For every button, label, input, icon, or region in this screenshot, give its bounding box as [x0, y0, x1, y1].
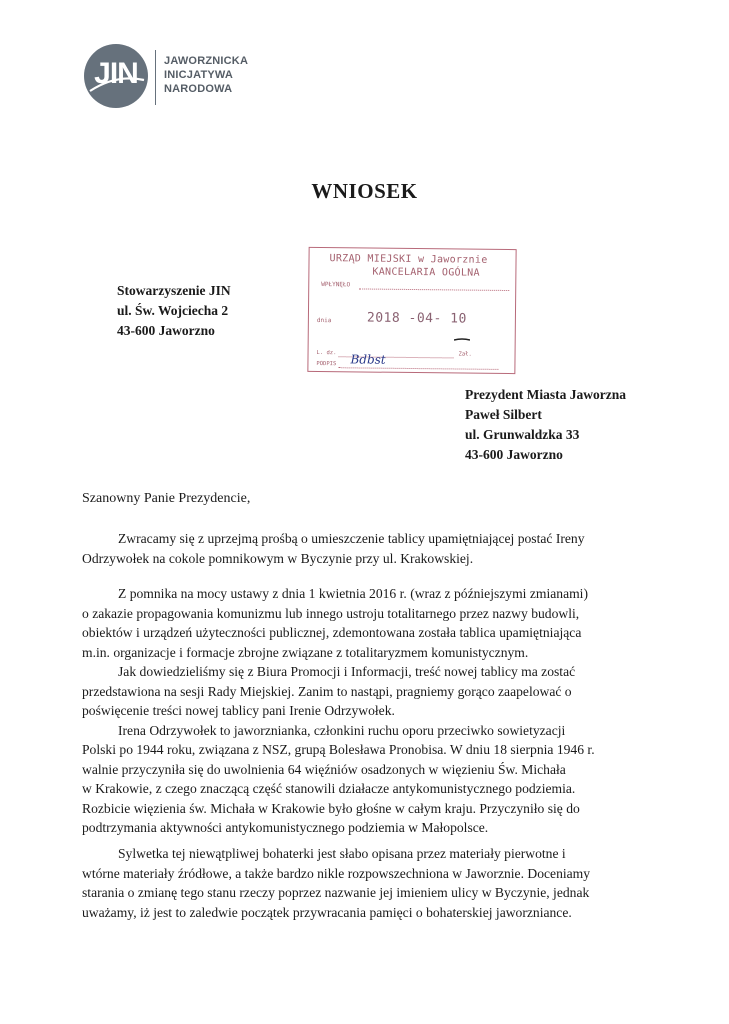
logo-wordmark: [164, 54, 248, 96]
text-line: w Krakowie, z czego znaczącą część stanowili działacze antykomunistycznego podziemia.: [82, 781, 576, 796]
paragraph-conclusion: [82, 844, 648, 922]
text-line: starania o zmianę tego stanu rzeczy poprzez nazwanie jej imieniem ulicy w Byczynie, jednak: [82, 885, 590, 900]
logo-divider: [155, 50, 156, 105]
logo-line: JAWORZNICKA: [164, 55, 249, 67]
jin-logo-mark: [84, 44, 148, 108]
text-line: Jak dowiedzieliśmy się z Biura Promocji i Informacji, treść nowej tablicy ma zostać: [118, 664, 576, 679]
text-line: Odrzywołek na cokole pomnikowym w Byczynie przy ul. Krakowskiej.: [82, 550, 474, 566]
stamp-office-name: URZĄD MIEJSKI w Jaworznie: [329, 253, 488, 266]
recipient-address: [465, 385, 626, 465]
text-line: Z pomnika na mocy ustawy z dnia 1 kwietnia 2016 r. (wraz z późniejszymi zmianami): [118, 586, 588, 601]
recipient-line: ul. Grunwaldzka 33: [465, 427, 580, 442]
salutation: Szanowny Panie Prezydencie,: [82, 491, 251, 506]
logo-mark-text: JIN: [94, 57, 138, 90]
stamp-department: KANCELARIA OGÓLNA: [372, 266, 480, 279]
text-line: walnie przyczyniła się do uwolnienia 64 więźniów osadzonych w więzieniu Św. Michała: [82, 761, 566, 777]
text-line: Polski po 1944 roku, związana z NSZ, grupą Bolesława Pronobisa. W dniu 18 sierpnia 1946 r.: [82, 742, 595, 757]
text-line: Irena Odrzywołek to jaworznianka, członkini ruchu oporu przeciwko sowietyzacji: [118, 722, 566, 738]
stamp-dotted-line: [338, 367, 498, 370]
stamp-received-label: WPŁYNĘŁO: [321, 281, 351, 289]
logo-line: INICJATYWA: [164, 69, 234, 81]
logo-line: NARODOWA: [164, 83, 233, 95]
text-line: Rozbicie więzienia św. Michała w Krakowie było głośne w całym kraju. Przyczyniło się do: [82, 800, 580, 816]
text-line: poświęcenie treści nowej tablicy pani Irenie Odrzywołek.: [82, 703, 395, 718]
paragraph-background: [82, 584, 648, 838]
stamp-date: 2018 -04- 10: [366, 310, 467, 327]
recipient-line: Paweł Silbert: [465, 407, 542, 422]
stamp-handwritten-signature: Bdbst: [350, 352, 386, 367]
text-line: uważamy, iż jest to zaledwie początek przywracania pamięci o bohaterskiej jaworzniance.: [82, 904, 572, 920]
logo: [84, 44, 259, 108]
sender-line: Stowarzyszenie JIN: [117, 283, 231, 298]
text-line: wtórne materiały źródłowe, a także bardzo nikle rozpowszechniona w Jaworznie. Doceniamy: [82, 865, 591, 881]
stamp-signature-label: PODPIS: [316, 361, 337, 368]
text-line: o zakazie propagowania komunizmu lub innego ustroju totalitarnego przez nazwy budowli,: [82, 605, 580, 621]
recipient-line: 43-600 Jaworzno: [465, 447, 563, 462]
text-line: podtrzymania aktywności antykomunistycznego podziemia w Małopolsce.: [82, 820, 489, 835]
sender-line: 43-600 Jaworzno: [117, 323, 215, 338]
text-line: Sylwetka tej niewątpliwej bohaterki jest słabo opisana przez materiały pierwotne i: [118, 846, 566, 861]
handwritten-dash-mark: [454, 338, 470, 341]
recipient-line: Prezydent Miasta Jaworzna: [465, 387, 626, 402]
text-line: Zwracamy się z uprzejmą prośbą o umieszczenie tablicy upamiętniającej postać Ireny: [118, 531, 585, 546]
text-line: przedstawiona na sesji Rady Miejskiej. Zanim to nastąpi, pragniemy gorąco zaapelować o: [82, 683, 572, 699]
sender-address: [117, 281, 231, 341]
received-stamp: [307, 247, 516, 374]
stamp-dotted-line: [359, 288, 509, 291]
text-line: m.in. organizacje i formacje zbrojne związane z totalitaryzmem komunistycznym.: [82, 644, 529, 660]
text-line: obiektów i urządzeń użyteczności publicznej, zdemontowana została tablica upamiętniająca: [82, 625, 582, 640]
paragraph-request: [82, 529, 648, 568]
stamp-attachments-label: Zał.: [458, 351, 472, 358]
stamp-ref-label: L. dz.: [316, 350, 337, 357]
stamp-date-label: dnia: [316, 317, 332, 325]
sender-line: ul. Św. Wojciecha 2: [117, 303, 229, 318]
document-title: WNIOSEK: [311, 179, 418, 203]
